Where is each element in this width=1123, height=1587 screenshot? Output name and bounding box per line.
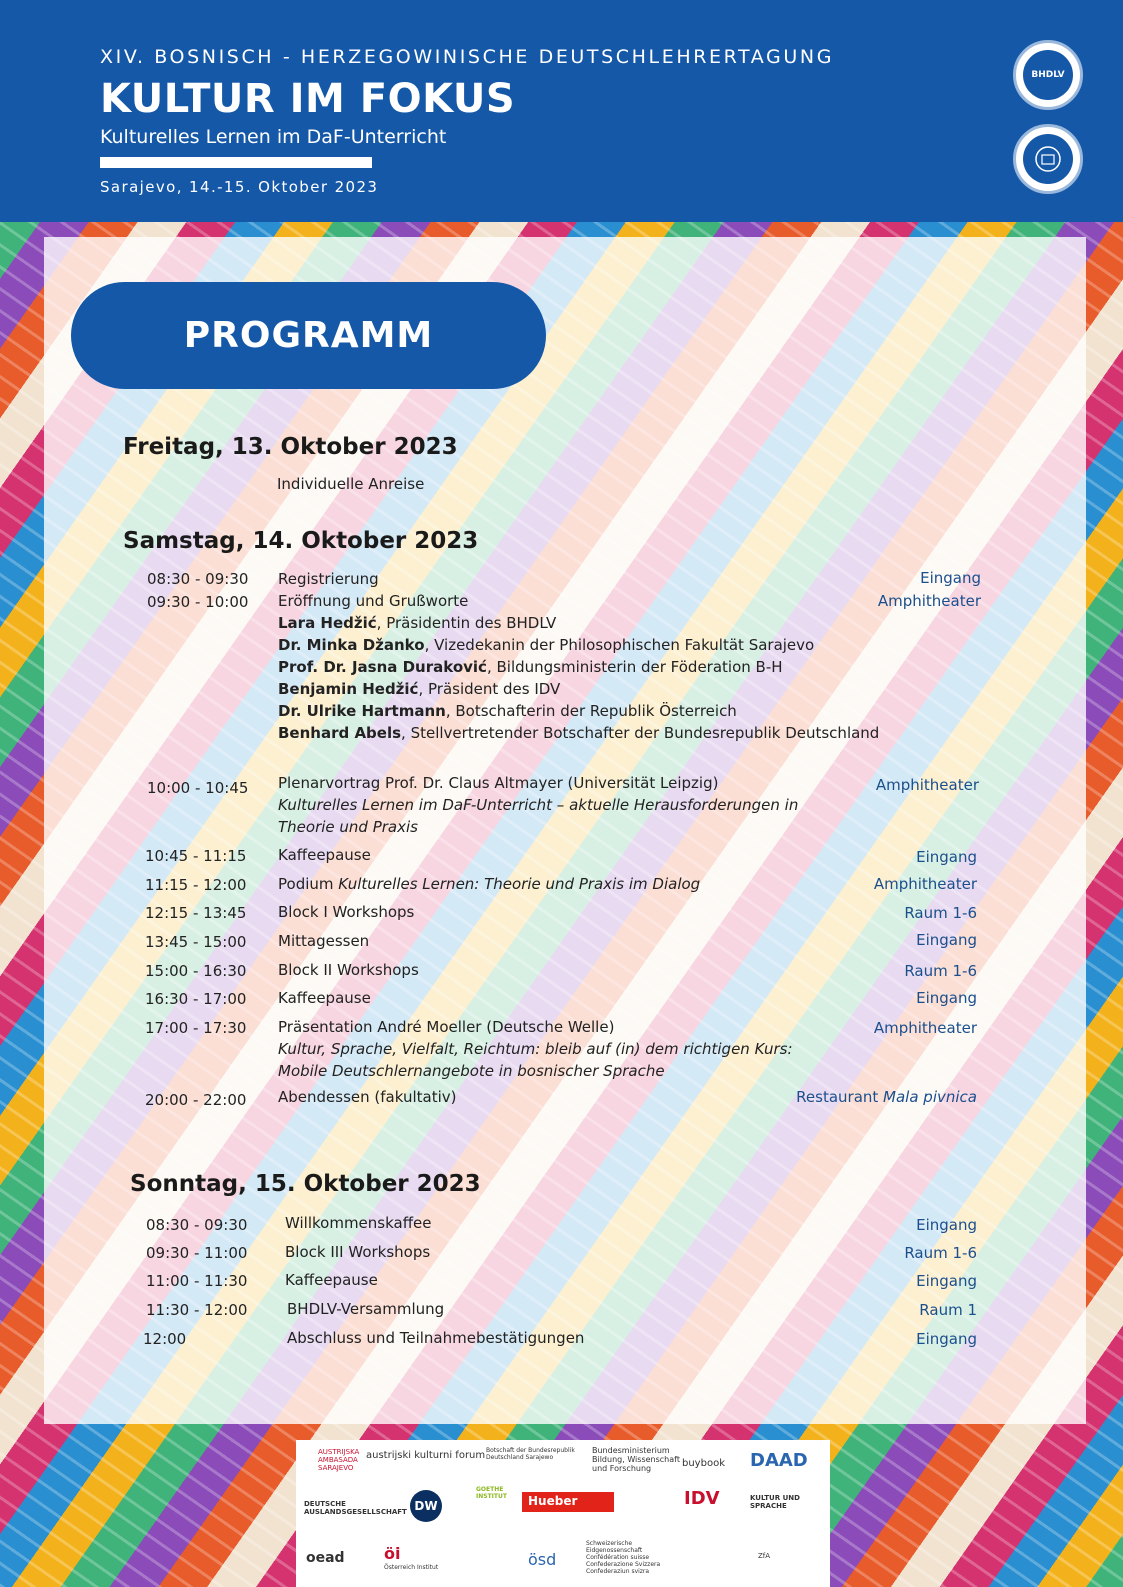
- schedule-desc: Abschluss und Teilnahmebestätigungen: [287, 1329, 585, 1347]
- schedule-desc: Mittagessen: [278, 932, 370, 950]
- schedule-subtitle: Mobile Deutschlernangebote in bosnischer Sprache: [278, 1062, 665, 1080]
- kultur-und-sprache-logo: KULTUR UND SPRACHE: [750, 1494, 800, 1510]
- schedule-desc: Block II Workshops: [278, 961, 419, 979]
- hueber-logo: Hueber: [522, 1492, 614, 1512]
- conference-date: Sarajevo, 14.-15. Oktober 2023: [100, 178, 379, 196]
- schedule-location: Amphitheater: [877, 592, 981, 610]
- speaker-line: Benjamin Hedžić, Präsident des IDV: [278, 680, 561, 698]
- schedule-location: Eingang: [916, 931, 977, 949]
- schedule-time: 17:00 - 17:30: [145, 1019, 247, 1037]
- schedule-location: Restaurant Mala pivnica: [796, 1088, 977, 1106]
- schedule-location: Amphitheater: [873, 875, 977, 893]
- schedule-desc: Willkommenskaffee: [285, 1214, 432, 1232]
- schedule-time: 09:30 - 10:00: [147, 593, 249, 611]
- header-banner: [0, 0, 1123, 222]
- schedule-desc: Block III Workshops: [285, 1243, 431, 1261]
- schedule-desc: Podium Kulturelles Lernen: Theorie und Praxis im Dialog: [278, 875, 701, 893]
- schedule-desc: Kaffeepause: [278, 989, 371, 1007]
- schedule-time: 13:45 - 15:00: [145, 933, 247, 951]
- speaker-line: Benhard Abels, Stellvertretender Botschafter der Bundesrepublik Deutschland: [278, 724, 880, 742]
- zfa-logo: ZfA: [758, 1552, 771, 1560]
- university-seal-logo: [1013, 124, 1083, 194]
- schedule-time: 11:00 - 11:30: [146, 1272, 248, 1290]
- schedule-location: Eingang: [920, 569, 981, 587]
- schedule-location: Raum 1: [919, 1301, 977, 1319]
- speaker-line: Dr. Minka Džanko, Vizedekanin der Philosophischen Fakultät Sarajevo: [278, 636, 815, 654]
- schedule-time: 12:15 - 13:45: [145, 904, 247, 922]
- oesterreich-institut-logo: öi: [384, 1544, 401, 1563]
- speaker-line: Prof. Dr. Jasna Duraković, Bildungsministerin der Föderation B-H: [278, 658, 783, 676]
- swiss-confederation-logo: Schweizerische Eidgenossenschaft Confédération suisse Confederazione Svizzera Confederaziun svizra: [586, 1540, 661, 1575]
- schedule-time: 10:00 - 10:45: [147, 779, 249, 797]
- bhdlv-logo: BHDLV: [1013, 40, 1083, 110]
- oead-logo: oead: [306, 1550, 345, 1566]
- schedule-desc: Registrierung: [278, 570, 379, 588]
- schedule-desc: BHDLV-Versammlung: [287, 1300, 445, 1318]
- day-heading-sunday: Sonntag, 15. Oktober 2023: [130, 1171, 481, 1197]
- schedule-subtitle: Kultur, Sprache, Vielfalt, Reichtum: bleib auf (in) dem richtigen Kurs:: [278, 1040, 793, 1058]
- schedule-location: Eingang: [916, 1216, 977, 1234]
- kulturforum-logo: austrijski kulturni forum: [366, 1450, 486, 1461]
- schedule-time: 11:30 - 12:00: [146, 1301, 248, 1319]
- day-heading-saturday: Samstag, 14. Oktober 2023: [123, 528, 479, 554]
- schedule-location: Raum 1-6: [904, 962, 977, 980]
- schedule-time: 08:30 - 09:30: [147, 570, 249, 588]
- conference-subtitle: Kulturelles Lernen im DaF-Unterricht: [100, 126, 447, 148]
- dw-logo: DW: [410, 1490, 442, 1522]
- speaker-line: Dr. Ulrike Hartmann, Botschafterin der Republik Österreich: [278, 702, 737, 720]
- sponsor-logos: [296, 1440, 830, 1587]
- schedule-desc: Abendessen (fakultativ): [278, 1088, 457, 1106]
- deutsche-auslandsgesellschaft-logo: DEUTSCHE AUSLANDSGESELLSCHAFT: [304, 1500, 407, 1516]
- schedule-time: 09:30 - 11:00: [146, 1244, 248, 1262]
- schedule-desc: Kaffeepause: [285, 1271, 378, 1289]
- daad-logo: DAAD: [750, 1450, 808, 1471]
- german-embassy-logo: Botschaft der Bundesrepublik Deutschland Sarajewo: [486, 1447, 575, 1461]
- schedule-time: 16:30 - 17:00: [145, 990, 247, 1008]
- speaker-line: Lara Hedžić, Präsidentin des BHDLV: [278, 614, 557, 632]
- ministry-logo: Bundesministerium Bildung, Wissenschaft und Forschung: [592, 1446, 680, 1473]
- austrian-embassy-logo: AUSTRIJSKA AMBASADA SARAJEVO: [318, 1448, 360, 1472]
- schedule-desc: Präsentation André Moeller (Deutsche Welle): [278, 1018, 615, 1036]
- schedule-location: Raum 1-6: [904, 904, 977, 922]
- title-underline: [100, 157, 372, 168]
- schedule-time: 08:30 - 09:30: [146, 1216, 248, 1234]
- conference-supertitle: XIV. BOSNISCH - HERZEGOWINISCHE DEUTSCHLEHRERTAGUNG: [100, 46, 835, 68]
- schedule-desc: Plenarvortrag Prof. Dr. Claus Altmayer (Universität Leipzig): [278, 774, 719, 792]
- schedule-location: Eingang: [916, 989, 977, 1007]
- schedule-subtitle: Kulturelles Lernen im DaF-Unterricht – aktuelle Herausforderungen in: [278, 796, 799, 814]
- friday-item: Individuelle Anreise: [277, 475, 425, 493]
- schedule-time: 12:00: [143, 1330, 187, 1348]
- schedule-time: 10:45 - 11:15: [145, 847, 247, 865]
- schedule-location: Eingang: [916, 1330, 977, 1348]
- schedule-subtitle: Theorie und Praxis: [278, 818, 418, 836]
- schedule-location: Eingang: [916, 848, 977, 866]
- schedule-time: 11:15 - 12:00: [145, 876, 247, 894]
- schedule-location: Amphitheater: [875, 776, 979, 794]
- schedule-time: 20:00 - 22:00: [145, 1091, 247, 1109]
- schedule-location: Eingang: [916, 1272, 977, 1290]
- schedule-time: 15:00 - 16:30: [145, 962, 247, 980]
- goethe-logo: GOETHE INSTITUT: [476, 1486, 507, 1500]
- buybook-logo: buybook: [682, 1458, 725, 1469]
- idv-logo: IDV: [684, 1488, 720, 1509]
- program-heading: PROGRAMM: [71, 282, 546, 389]
- schedule-desc: Eröffnung und Grußworte: [278, 592, 469, 610]
- osd-logo: ösd: [528, 1550, 557, 1569]
- schedule-desc: Kaffeepause: [278, 846, 371, 864]
- oesterreich-institut-caption: Österreich Institut: [384, 1564, 439, 1571]
- schedule-desc: Block I Workshops: [278, 903, 415, 921]
- schedule-location: Raum 1-6: [904, 1244, 977, 1262]
- conference-title: KULTUR IM FOKUS: [100, 76, 516, 122]
- day-heading-friday: Freitag, 13. Oktober 2023: [123, 434, 458, 460]
- schedule-location: Amphitheater: [873, 1019, 977, 1037]
